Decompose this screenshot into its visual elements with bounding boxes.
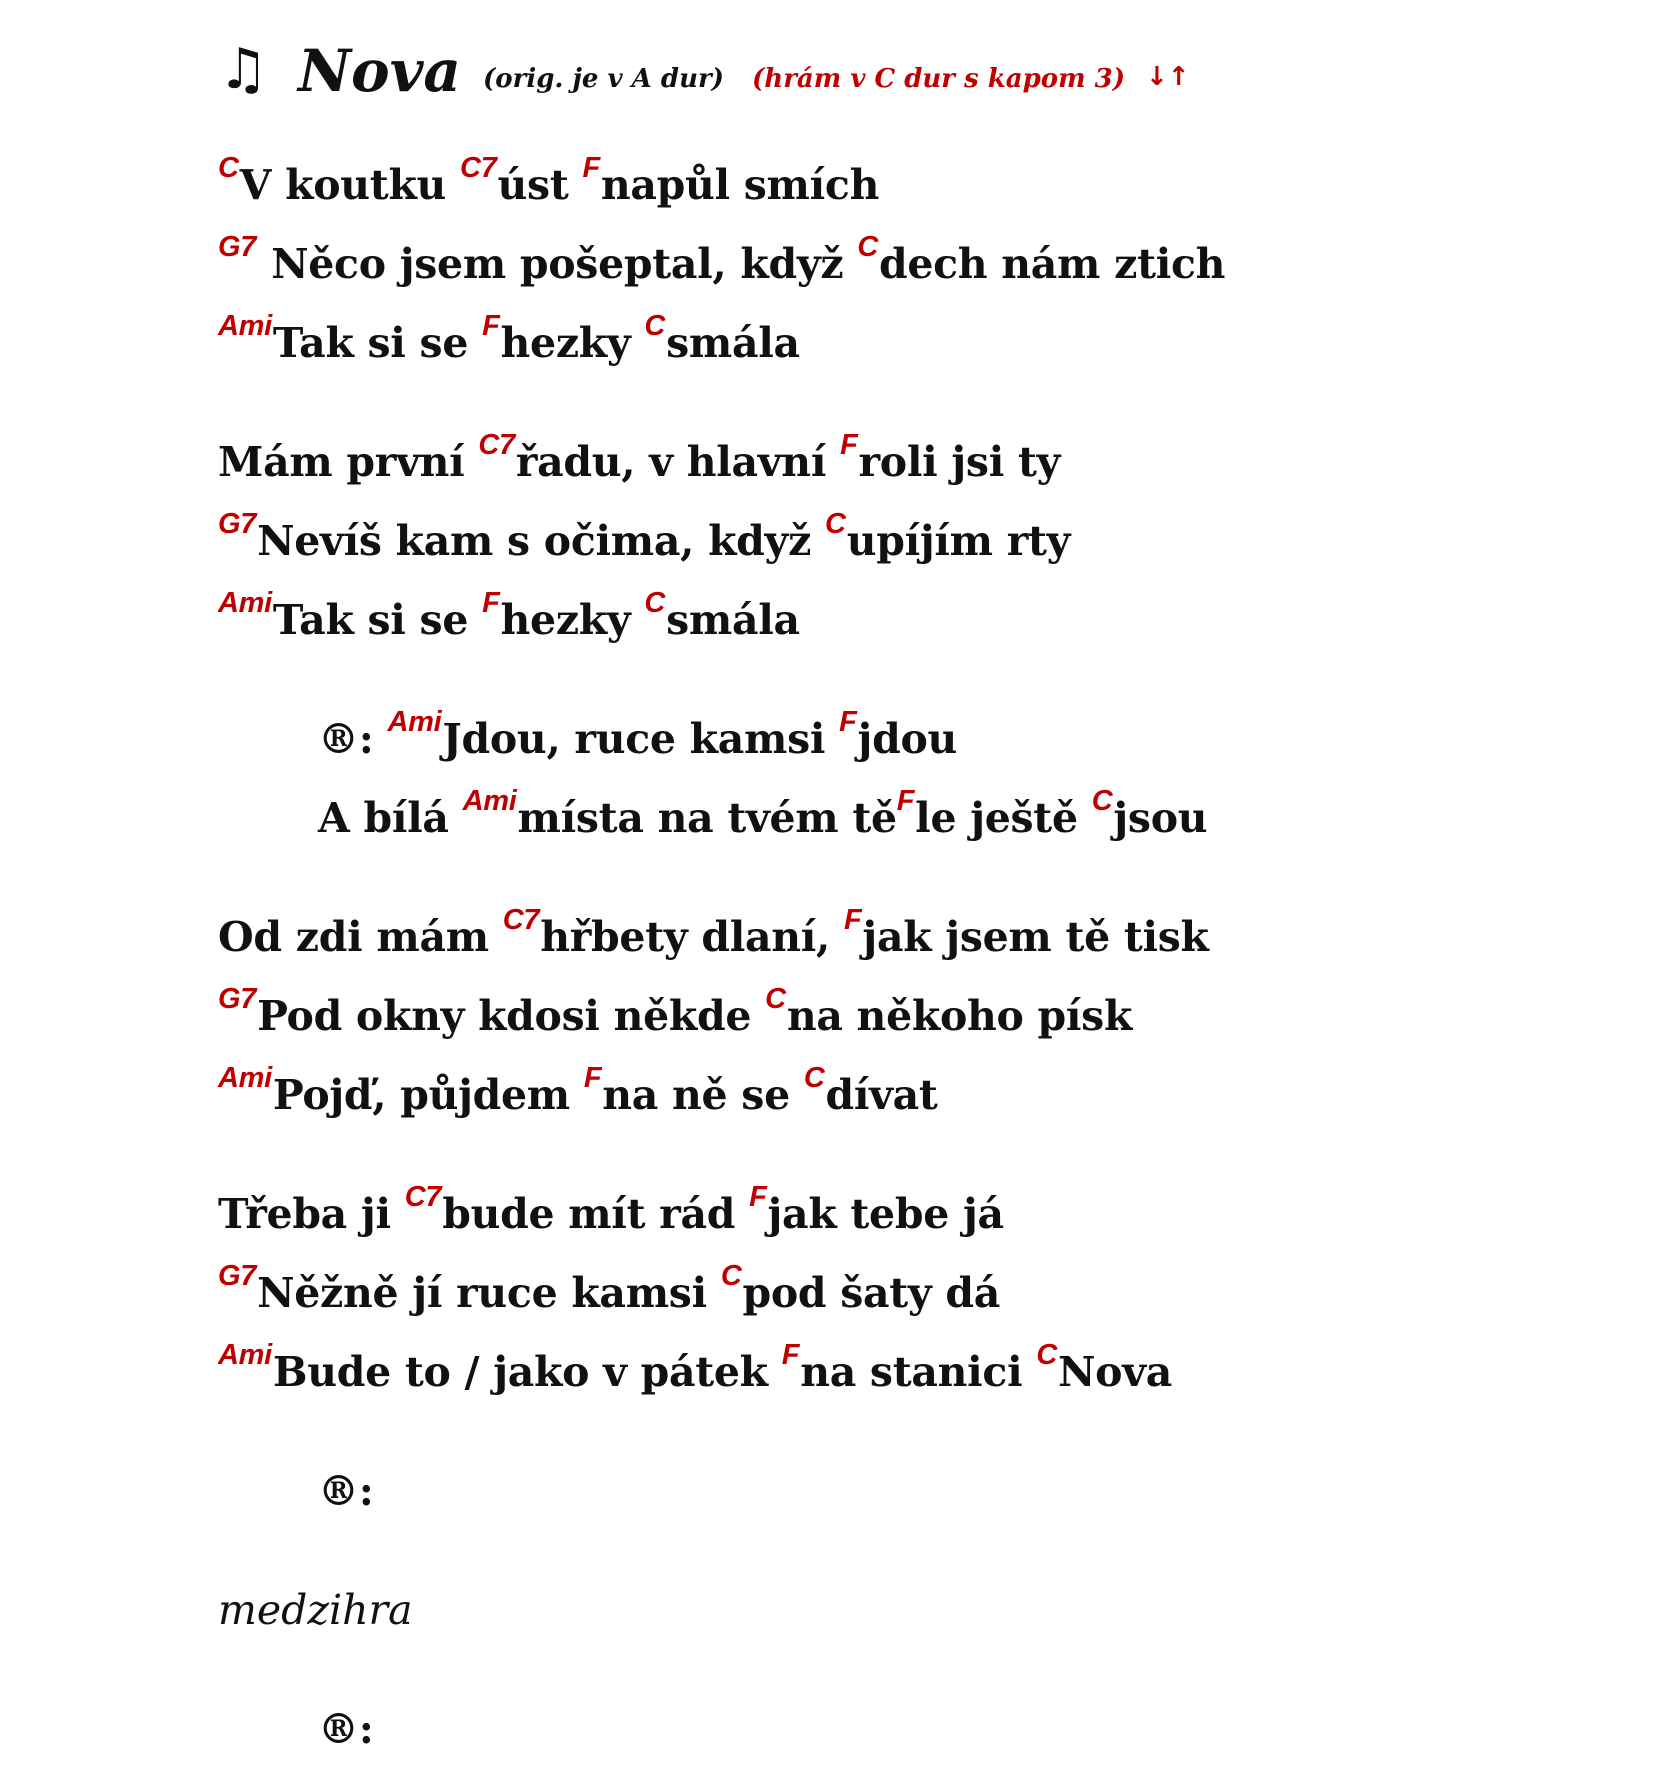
chorus-reference <box>218 1690 1618 1769</box>
lyric-text: jdou <box>857 715 958 763</box>
verse-2 <box>218 423 1618 660</box>
chord: F <box>749 1181 767 1213</box>
lyric-text: smála <box>666 596 800 644</box>
verse-3 <box>218 898 1618 1135</box>
lyric-text: jsou <box>1113 794 1208 842</box>
lyric-text: jak tebe já <box>767 1190 1004 1238</box>
chord: C7 <box>478 429 515 461</box>
lyric-text: roli jsi ty <box>858 438 1061 486</box>
lyric-line <box>218 581 1618 660</box>
lyric-line <box>218 146 1618 225</box>
chord: F <box>844 904 862 936</box>
lyric-text: Jdou, ruce kamsi <box>442 715 840 763</box>
lyric-text: Něžně jí ruce kamsi <box>257 1269 721 1317</box>
lyric-line <box>218 977 1618 1056</box>
chord: F <box>583 1062 602 1094</box>
chord: F <box>840 429 858 461</box>
chord: C <box>803 1062 825 1094</box>
chord: Ami <box>218 1339 272 1371</box>
lyric-text: bude mít rád <box>442 1190 750 1238</box>
chorus-reference <box>218 1452 1618 1531</box>
lyric-text: Nevíš kam s očima, když <box>257 517 826 565</box>
lyric-line <box>318 779 1618 858</box>
chord: C <box>218 152 239 184</box>
chord: F <box>482 310 500 342</box>
chord: Ami <box>218 310 272 342</box>
chord: C <box>1091 785 1113 817</box>
chord: C <box>825 508 846 540</box>
chord: C <box>857 231 878 263</box>
chord: Ami <box>387 706 442 738</box>
chord: F <box>781 1339 800 1371</box>
lyric-text: na ně se <box>602 1071 804 1119</box>
lyric-line <box>318 700 1618 779</box>
lyric-line <box>218 1175 1618 1254</box>
chord: G7 <box>218 983 257 1015</box>
verse-4 <box>218 1175 1618 1412</box>
song-sheet <box>218 36 1618 1769</box>
interlude-label: medzihra <box>218 1586 413 1634</box>
chord: C <box>644 587 666 619</box>
lyric-text: Třeba ji <box>218 1190 405 1238</box>
lyric-text: hezky <box>500 319 645 367</box>
lyric-text: Nova <box>1057 1348 1172 1396</box>
chord: F <box>896 785 915 817</box>
original-key: (orig. je v A dur) <box>483 64 724 94</box>
chord: C7 <box>460 152 497 184</box>
chord: G7 <box>218 231 257 263</box>
lyric-line <box>218 304 1618 383</box>
lyric-text: Tak si se <box>272 319 483 367</box>
song-title: Nova <box>298 37 461 105</box>
chord: Ami <box>218 1062 272 1094</box>
lyric-line <box>218 502 1618 581</box>
chorus-marker: ®: <box>318 1705 374 1753</box>
lyric-text: místa na tvém tě <box>517 794 897 842</box>
lyric-line <box>218 1056 1618 1135</box>
lyric-text: A bílá <box>318 794 463 842</box>
lyric-text: le ještě <box>915 794 1092 842</box>
lyric-text: pod šaty dá <box>742 1269 1001 1317</box>
lyric-line <box>218 225 1618 304</box>
chord: Ami <box>218 587 272 619</box>
chorus <box>218 700 1618 858</box>
chord: C <box>765 983 786 1015</box>
lyric-text: Tak si se <box>272 596 483 644</box>
lyric-text: hřbety dlaní, <box>540 913 844 961</box>
chord: C <box>720 1260 742 1292</box>
chorus-marker: ®: <box>318 715 374 763</box>
music-note-icon: ♫ <box>218 37 269 102</box>
lyric-text: dech nám ztich <box>878 240 1226 288</box>
lyric-text: na stanici <box>800 1348 1037 1396</box>
lyric-line <box>218 423 1618 502</box>
lyric-text: Pod okny kdosi někde <box>257 992 766 1040</box>
title-row <box>218 36 1618 106</box>
chord: C7 <box>404 1181 442 1213</box>
lyric-line <box>218 1254 1618 1333</box>
lyric-line <box>218 1333 1618 1412</box>
lyric-text: smála <box>666 319 800 367</box>
lyric-text: napůl smích <box>600 161 880 209</box>
chord: C <box>1036 1339 1057 1371</box>
lyric-text: úst <box>497 161 583 209</box>
lyric-text: jak jsem tě tisk <box>862 913 1209 961</box>
chorus-marker: ®: <box>318 1467 374 1515</box>
chord: C7 <box>502 904 540 936</box>
lyric-text: Bude to / jako v pátek <box>272 1348 782 1396</box>
lyric-text: Něco jsem pošeptal, když <box>257 240 858 288</box>
lyric-text: hezky <box>500 596 645 644</box>
lyric-text: Pojď, půjdem <box>272 1071 584 1119</box>
verse-1 <box>218 146 1618 383</box>
chord: Ami <box>462 785 517 817</box>
chord: F <box>582 152 600 184</box>
lyric-text: upíjím rty <box>846 517 1071 565</box>
chord: G7 <box>218 508 257 540</box>
lyric-text: V koutku <box>239 161 461 209</box>
chord: G7 <box>218 1260 257 1292</box>
lyric-text: Mám první <box>218 438 479 486</box>
chord: C <box>644 310 666 342</box>
lyric-text: řadu, v hlavní <box>515 438 841 486</box>
chord: F <box>839 706 857 738</box>
lyric-text: Od zdi mám <box>218 913 503 961</box>
chord: F <box>482 587 500 619</box>
lyric-line <box>218 898 1618 977</box>
lyric-text: dívat <box>825 1071 938 1119</box>
transpose-icon[interactable]: ↓↑ <box>1146 62 1190 92</box>
lyric-text: na někoho písk <box>786 992 1133 1040</box>
played-key: (hrám v C dur s kapom 3) <box>752 64 1126 94</box>
